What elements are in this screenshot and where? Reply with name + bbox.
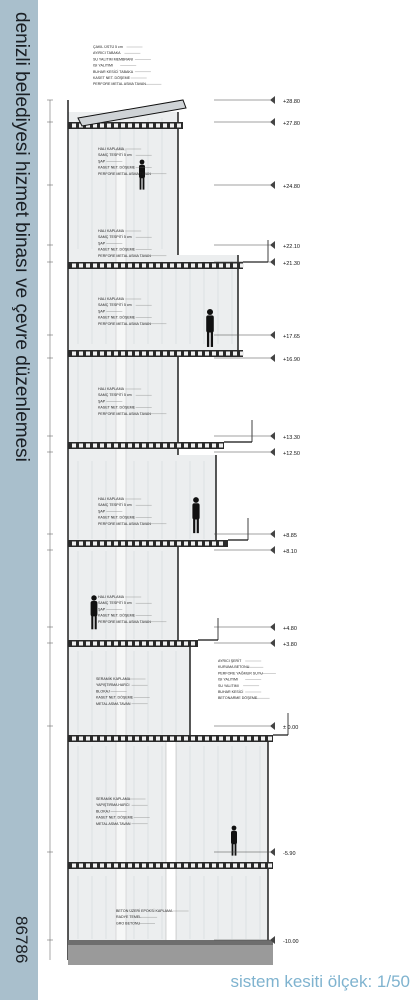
elevation-label: ± 0.00 [283, 725, 299, 731]
slab-cavity [114, 542, 118, 546]
annotation-text: YAPIŞTIRMA HARCI [96, 803, 130, 808]
slab-cavity [100, 864, 104, 868]
annotation-text: SAMÇ TESPİTİ 5 cm [98, 393, 132, 398]
annotation-text: PERFORE METAL ASMA TAVAN [98, 253, 151, 258]
slab-cavity [191, 737, 195, 741]
ground-layer [68, 945, 273, 965]
annotation-text: ŞAP [98, 241, 106, 246]
slab-cavity [233, 864, 237, 868]
annotation-text: GRO BETONU [116, 921, 141, 926]
annotation-text: ŞAP [98, 159, 106, 164]
slab-cavity [100, 352, 104, 356]
slab-cavity [128, 642, 132, 646]
slab-cavity [163, 737, 167, 741]
slab-cavity [212, 352, 216, 356]
slab-cavity [100, 542, 104, 546]
slab-cavity [219, 264, 223, 268]
slab-cavity [198, 264, 202, 268]
slab-cavity [107, 124, 111, 128]
slab-cavity [177, 542, 181, 546]
annotation-text: PERFORE METAL ASMA TAVAN [93, 82, 146, 87]
slab-cavity [107, 264, 111, 268]
elevation-label: +4.80 [283, 626, 297, 632]
slab-cavity [107, 352, 111, 356]
slab-cavity [79, 542, 83, 546]
slab-cavity [163, 264, 167, 268]
slab-cavity [107, 642, 111, 646]
slab-cavity [79, 737, 83, 741]
slab-cavity [121, 264, 125, 268]
slab-cavity [226, 737, 230, 741]
slab-cavity [184, 264, 188, 268]
annotation-text: KASET NET. DÖŞEME [98, 315, 136, 320]
slab-cavity [170, 542, 174, 546]
slab-cavity [128, 352, 132, 356]
annotation-text: KASET NET. DÖŞEME [98, 515, 136, 520]
sidebar [0, 0, 38, 1000]
slab-cavity [114, 352, 118, 356]
slab-cavity [240, 864, 244, 868]
slab-cavity [205, 264, 209, 268]
project-code: 86786 [12, 916, 31, 964]
annotation-text: HALI KAPLAMA [98, 497, 124, 501]
slab-cavity [72, 737, 76, 741]
slab-cavity [177, 352, 181, 356]
slab-cavity [149, 352, 153, 356]
slab-cavity [142, 444, 146, 448]
slab-cavity [100, 444, 104, 448]
slab-cavity [170, 737, 174, 741]
annotation-text: PERFORE METAL ASMA TAVAN [98, 521, 151, 526]
slab-cavity [240, 737, 244, 741]
slab-cavity [72, 642, 76, 646]
slab-cavity [268, 864, 272, 868]
slab-cavity [93, 542, 97, 546]
slab-cavity [247, 737, 251, 741]
annotation-text: HALI KAPLAMA [98, 387, 124, 391]
slab-cavity [240, 352, 244, 356]
slab-cavity [184, 444, 188, 448]
slab-cavity [114, 642, 118, 646]
slab-cavity [184, 864, 188, 868]
slab-cavity [114, 737, 118, 741]
column-basement [166, 740, 176, 945]
slab-cavity [72, 864, 76, 868]
slab-cavity [205, 542, 209, 546]
slab-cavity [135, 124, 139, 128]
elevation-marker [270, 258, 275, 266]
slab-cavity [149, 542, 153, 546]
slab-cavity [72, 264, 76, 268]
annotation-text: BETON ÜZERİ EPOKSİ KAPLAMA [116, 909, 173, 913]
elevation-label: -10.00 [283, 939, 299, 945]
elevation-marker [270, 118, 275, 126]
slab-cavity [198, 352, 202, 356]
slab-cavity [191, 542, 195, 546]
slab-cavity [128, 264, 132, 268]
annotation-text: ISI YALITIMI [93, 63, 114, 68]
elevation-label: +24.80 [283, 184, 300, 190]
elevation-label: +8.10 [283, 549, 297, 555]
elevation-marker [270, 448, 275, 456]
annotation-text: SERAMİK KAPLAMA [96, 677, 131, 681]
slab-cavity [93, 444, 97, 448]
elevation-label: +21.30 [283, 261, 300, 267]
slab-cavity [177, 737, 181, 741]
slab-cavity [268, 737, 272, 741]
slab-cavity [156, 264, 160, 268]
slab-cavity [219, 352, 223, 356]
floor-slab [68, 540, 228, 547]
slab-cavity [135, 737, 139, 741]
slab-cavity [191, 352, 195, 356]
slab-cavity [163, 542, 167, 546]
annotation-text: BLOKAJ [96, 689, 110, 694]
slab-cavity [205, 737, 209, 741]
slab-cavity [177, 642, 181, 646]
elevation-marker [270, 96, 275, 104]
annotation-text: METAL ASMA TAVAN [96, 701, 131, 706]
slab-cavity [86, 352, 90, 356]
slab-cavity [142, 642, 146, 646]
slab-cavity [205, 444, 209, 448]
annotation-text: PERFORE METAL ASMA TAVAN [98, 171, 151, 176]
annotation-text: ŞAP [98, 399, 106, 404]
slab-cavity [149, 124, 153, 128]
slab-cavity [79, 264, 83, 268]
slab-cavity [170, 642, 174, 646]
annotation-text: PERFORE YAĞMUR SUYU [218, 671, 263, 676]
slab-cavity [142, 264, 146, 268]
annotation-text: AYRICI ŞERİT [218, 659, 242, 663]
slab-cavity [79, 444, 83, 448]
slab-cavity [233, 737, 237, 741]
slab-cavity [128, 542, 132, 546]
elevation-marker [270, 639, 275, 647]
annotation-text: BLOKAJ [96, 809, 110, 814]
annotation-text: ISI YALITIMI [218, 677, 239, 682]
slab-cavity [142, 737, 146, 741]
annotation-text: BETONARME DÖŞEME [218, 696, 258, 701]
slab-cavity [86, 444, 90, 448]
elevation-marker [270, 623, 275, 631]
annotation-text: ŞAP [98, 509, 106, 514]
elevation-marker [270, 432, 275, 440]
project-title: denizli belediyesi hizmet binası ve çevre düzenlemesi [11, 12, 32, 462]
slab-cavity [86, 264, 90, 268]
slab-cavity [212, 264, 216, 268]
slab-cavity [170, 264, 174, 268]
floor-panel [68, 645, 190, 740]
slab-cavity [156, 444, 160, 448]
annotation-text: PERFORE METAL ASMA TAVAN [98, 321, 151, 326]
slab-cavity [226, 352, 230, 356]
slab-cavity [135, 444, 139, 448]
annotation-text: HALI KAPLAMA [98, 229, 124, 233]
slab-cavity [121, 542, 125, 546]
slab-cavity [79, 642, 83, 646]
slab-cavity [114, 124, 118, 128]
annotation-text: SAMÇ TESPİTİ 5 cm [98, 153, 132, 158]
slab-cavity [156, 864, 160, 868]
slab-cavity [226, 864, 230, 868]
elevation-label: +27.80 [283, 121, 300, 127]
slab-cavity [212, 542, 216, 546]
slab-cavity [163, 352, 167, 356]
slab-cavity [128, 737, 132, 741]
annotation-text: SAMÇ TESPİTİ 5 cm [98, 235, 132, 240]
slab-cavity [156, 542, 160, 546]
slab-cavity [86, 642, 90, 646]
elevation-marker [270, 331, 275, 339]
annotation-text: SERAMİK KAPLAMA [96, 797, 131, 801]
slab-cavity [170, 444, 174, 448]
slab-cavity [72, 124, 76, 128]
slab-cavity [93, 264, 97, 268]
elevation-label: -5.90 [283, 851, 296, 857]
slab-cavity [79, 864, 83, 868]
annotation-text: KASET NET. DÖŞEME [98, 165, 136, 170]
slab-cavity [128, 864, 132, 868]
slab-cavity [233, 352, 237, 356]
slab-cavity [212, 444, 216, 448]
slab-cavity [191, 264, 195, 268]
annotation-text: KASET NET. DÖŞEME [96, 695, 134, 700]
slab-cavity [261, 864, 265, 868]
slab-cavity [79, 352, 83, 356]
slab-cavity [149, 737, 153, 741]
slab-cavity [135, 642, 139, 646]
slab-cavity [177, 124, 181, 128]
slab-cavity [135, 542, 139, 546]
slab-cavity [86, 864, 90, 868]
slab-cavity [163, 444, 167, 448]
slab-cavity [226, 264, 230, 268]
slab-cavity [114, 864, 118, 868]
slab-cavity [142, 124, 146, 128]
slab-cavity [114, 444, 118, 448]
slab-cavity [198, 542, 202, 546]
elevation-label: +12.50 [283, 451, 300, 457]
slab-cavity [219, 737, 223, 741]
slab-cavity [121, 737, 125, 741]
annotation-text: SU YALITIM MEMBRANI [93, 57, 134, 62]
annotation-text: HALI KAPLAMA [98, 147, 124, 151]
slab-cavity [219, 864, 223, 868]
slab-cavity [191, 642, 195, 646]
drawing-caption: sistem kesiti ölçek: 1/50 [230, 972, 410, 991]
slab-cavity [170, 352, 174, 356]
annotation-text: SU YALITIMI [218, 683, 239, 688]
annotation-text: SAMÇ TESPİTİ 5 cm [98, 601, 132, 606]
slab-cavity [184, 737, 188, 741]
slab-cavity [107, 864, 111, 868]
slab-cavity [254, 737, 258, 741]
slab-cavity [100, 124, 104, 128]
slab-cavity [177, 264, 181, 268]
slab-cavity [114, 264, 118, 268]
slab-cavity [184, 542, 188, 546]
slab-cavity [107, 542, 111, 546]
slab-cavity [149, 444, 153, 448]
annotation-text: SAMÇ TESPİTİ 5 cm [98, 303, 132, 308]
slab-cavity [149, 642, 153, 646]
annotation-text: KURUMA BETONU [218, 665, 250, 670]
slab-cavity [121, 124, 125, 128]
elevation-marker [270, 241, 275, 249]
annotation-text: KASET NET. DÖŞEME [93, 76, 131, 80]
slab-cavity [135, 264, 139, 268]
slab-cavity [184, 642, 188, 646]
elevation-label: +16.90 [283, 357, 300, 363]
slab-cavity [86, 737, 90, 741]
slab-cavity [107, 444, 111, 448]
slab-cavity [198, 444, 202, 448]
slab-cavity [93, 737, 97, 741]
slab-cavity [121, 352, 125, 356]
section-drawing [38, 0, 414, 970]
slab-cavity [72, 444, 76, 448]
slab-cavity [135, 864, 139, 868]
slab-cavity [156, 642, 160, 646]
slab-cavity [93, 642, 97, 646]
elevation-label: +8.85 [283, 533, 297, 539]
slab-cavity [156, 352, 160, 356]
elevation-marker [270, 848, 275, 856]
annotation-text: BUHAR KESİCİ [218, 690, 244, 694]
annotation-text: ŞAP [98, 607, 106, 612]
slab-cavity [156, 737, 160, 741]
slab-cavity [128, 444, 132, 448]
slab-cavity [191, 864, 195, 868]
slab-cavity [149, 264, 153, 268]
slab-cavity [254, 864, 258, 868]
annotation-text: PERFORE METAL ASMA TAVAN [98, 619, 151, 624]
slab-cavity [142, 542, 146, 546]
elevation-label: +17.65 [283, 334, 300, 340]
slab-cavity [163, 864, 167, 868]
elevation-label: +28.80 [283, 99, 300, 105]
slab-cavity [170, 864, 174, 868]
slab-cavity [121, 444, 125, 448]
annotation-text: SAMÇ TESPİTİ 5 cm [98, 503, 132, 508]
slab-cavity [177, 444, 181, 448]
elevation-marker [270, 546, 275, 554]
slab-cavity [177, 864, 181, 868]
annotation-text: KASET NET. DÖŞEME [98, 247, 136, 252]
elevation-label: +13.30 [283, 435, 300, 441]
annotation-text: HALI KAPLAMA [98, 297, 124, 301]
slab-cavity [233, 264, 237, 268]
slab-cavity [212, 864, 216, 868]
slab-cavity [100, 642, 104, 646]
slab-cavity [191, 444, 195, 448]
annotation-text: ŞAP [98, 309, 106, 314]
slab-cavity [163, 642, 167, 646]
slab-cavity [93, 352, 97, 356]
slab-cavity [100, 264, 104, 268]
annotation-text: ÇAKIL ÜSTÜ 5 cm [93, 45, 123, 49]
elevation-label: +3.80 [283, 642, 297, 648]
slab-cavity [205, 352, 209, 356]
slab-cavity [121, 864, 125, 868]
slab-cavity [163, 124, 167, 128]
annotation-text: KASET NET. DÖŞEME [96, 815, 134, 820]
slab-cavity [247, 864, 251, 868]
annotation-text: PERFORE METAL ASMA TAVAN [98, 411, 151, 416]
slab-cavity [261, 737, 265, 741]
slab-cavity [212, 737, 216, 741]
annotation-text: RADYE TEMEL [116, 915, 142, 920]
annotation-text: KASET NET. DÖŞEME [98, 613, 136, 618]
slab-cavity [219, 542, 223, 546]
slab-cavity [86, 542, 90, 546]
slab-cavity [107, 737, 111, 741]
elevation-marker [270, 354, 275, 362]
elevation-marker [270, 722, 275, 730]
annotation-text: AYIRICI TABAKA [93, 51, 121, 56]
slab-cavity [72, 542, 76, 546]
slab-cavity [170, 124, 174, 128]
foundation [68, 940, 273, 945]
slab-cavity [219, 444, 223, 448]
annotation-text: METAL ASMA TAVAN [96, 821, 131, 826]
elevation-marker [270, 181, 275, 189]
slab-cavity [205, 864, 209, 868]
elevation-marker [270, 530, 275, 538]
slab-cavity [128, 124, 132, 128]
slab-cavity [100, 737, 104, 741]
slab-cavity [142, 352, 146, 356]
slab-cavity [135, 352, 139, 356]
slab-cavity [240, 264, 244, 268]
annotation-text: BUHAR KESİCİ TABAKA [93, 69, 134, 74]
slab-cavity [198, 737, 202, 741]
slab-cavity [121, 642, 125, 646]
slab-cavity [142, 864, 146, 868]
slab-cavity [93, 864, 97, 868]
annotation-text: HALI KAPLAMA [98, 595, 124, 599]
elevation-label: +22.10 [283, 244, 300, 250]
slab-cavity [149, 864, 153, 868]
slab-cavity [198, 864, 202, 868]
slab-cavity [72, 352, 76, 356]
slab-cavity [184, 352, 188, 356]
annotation-text: YAPIŞTIRMA HARCI [96, 683, 130, 688]
slab-cavity [156, 124, 160, 128]
annotation-text: KASET NET. DÖŞEME [98, 405, 136, 410]
